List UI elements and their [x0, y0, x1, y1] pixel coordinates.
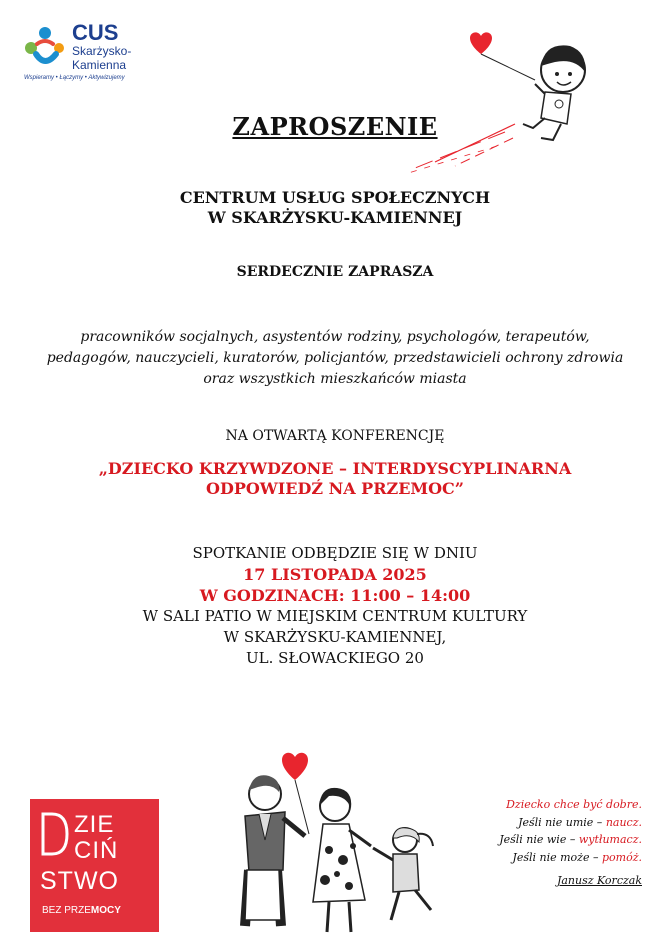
meeting-details — [0, 543, 670, 669]
quote-line2-b: naucz. — [605, 815, 642, 829]
meeting-address: UL. SŁOWACKIEGO 20 — [246, 649, 424, 667]
campaign-sub — [42, 905, 121, 916]
quote-line1: Dziecko chce być dobre. — [506, 798, 642, 811]
logo-name: CUS — [72, 20, 119, 45]
quote-line3-a: Jeśli nie wie – — [499, 833, 579, 846]
organizer-line2: W SKARŻYSKU-KAMIENNEJ — [207, 208, 463, 227]
conference-title-line2: ODPOWIEDŹ NA PRZEMOC” — [206, 479, 464, 498]
quote-author: Janusz Korczak — [556, 874, 642, 887]
invite-text: SERDECZNIE ZAPRASZA — [236, 264, 434, 280]
meeting-date: 17 LISTOPADA 2025 — [243, 565, 427, 584]
quote-line4-b: pomóż. — [601, 850, 642, 864]
conference-title-line1: „DZIECKO KRZYWDZONE – INTERDYSCYPLINARNA — [98, 459, 572, 478]
campaign-line2: CIŃ — [74, 837, 119, 864]
organizer-line1: CENTRUM USŁUG SPOŁECZNYCH — [179, 188, 491, 207]
quote-line4 — [402, 849, 642, 867]
logo-people-icon — [22, 24, 68, 70]
logo-tagline: Wspieramy • Łączymy • Aktywizujemy — [24, 75, 125, 81]
cus-logo — [22, 20, 152, 84]
quote-line2 — [402, 814, 642, 832]
quote-line4-a: Jeśli nie może – — [512, 850, 602, 864]
meeting-place1: W SALI PATIO W MIEJSKIM CENTRUM KULTURY — [142, 607, 528, 625]
campaign-sub-a: BEZ PRZE — [42, 905, 91, 916]
meeting-intro: SPOTKANIE ODBĘDZIE SIĘ W DNIU — [192, 544, 478, 562]
meeting-hours: W GODZINACH: 11:00 – 14:00 — [199, 586, 471, 605]
flying-child-illustration — [395, 28, 625, 178]
campaign-line1: ZIE — [74, 811, 115, 838]
campaign-sub-b: MOCY — [90, 905, 121, 916]
audience-line3: oraz wszystkich mieszkańców miasta — [203, 371, 467, 387]
meeting-place2: W SKARŻYSKU-KAMIENNEJ, — [223, 628, 447, 646]
quote-line2-a: Jeśli nie umie – — [518, 815, 606, 829]
logo-city-line2: Kamienna — [72, 58, 127, 72]
page-title: ZAPROSZENIE — [232, 112, 438, 141]
conference-title — [0, 459, 670, 499]
campaign-logo — [30, 799, 159, 932]
campaign-line3: STWO — [40, 867, 119, 895]
quote-line3-b: wytłumacz. — [578, 833, 642, 846]
logo-city-line1: Skarżysko- — [72, 44, 132, 58]
audience-line1: pracowników socjalnych, asystentów rodziny, psychologów, terapeutów, — [80, 329, 590, 345]
campaign-d-icon — [40, 811, 70, 857]
korczak-quote — [402, 796, 642, 866]
audience-line2: pedagogów, nauczycieli, kuratorów, policjantów, przedstawicieli ochrony zdrowia — [46, 350, 624, 366]
conference-intro: NA OTWARTĄ KONFERENCJĘ — [225, 428, 445, 444]
quote-line3 — [402, 831, 642, 849]
organizer-block — [0, 188, 670, 228]
audience-block — [0, 327, 670, 390]
